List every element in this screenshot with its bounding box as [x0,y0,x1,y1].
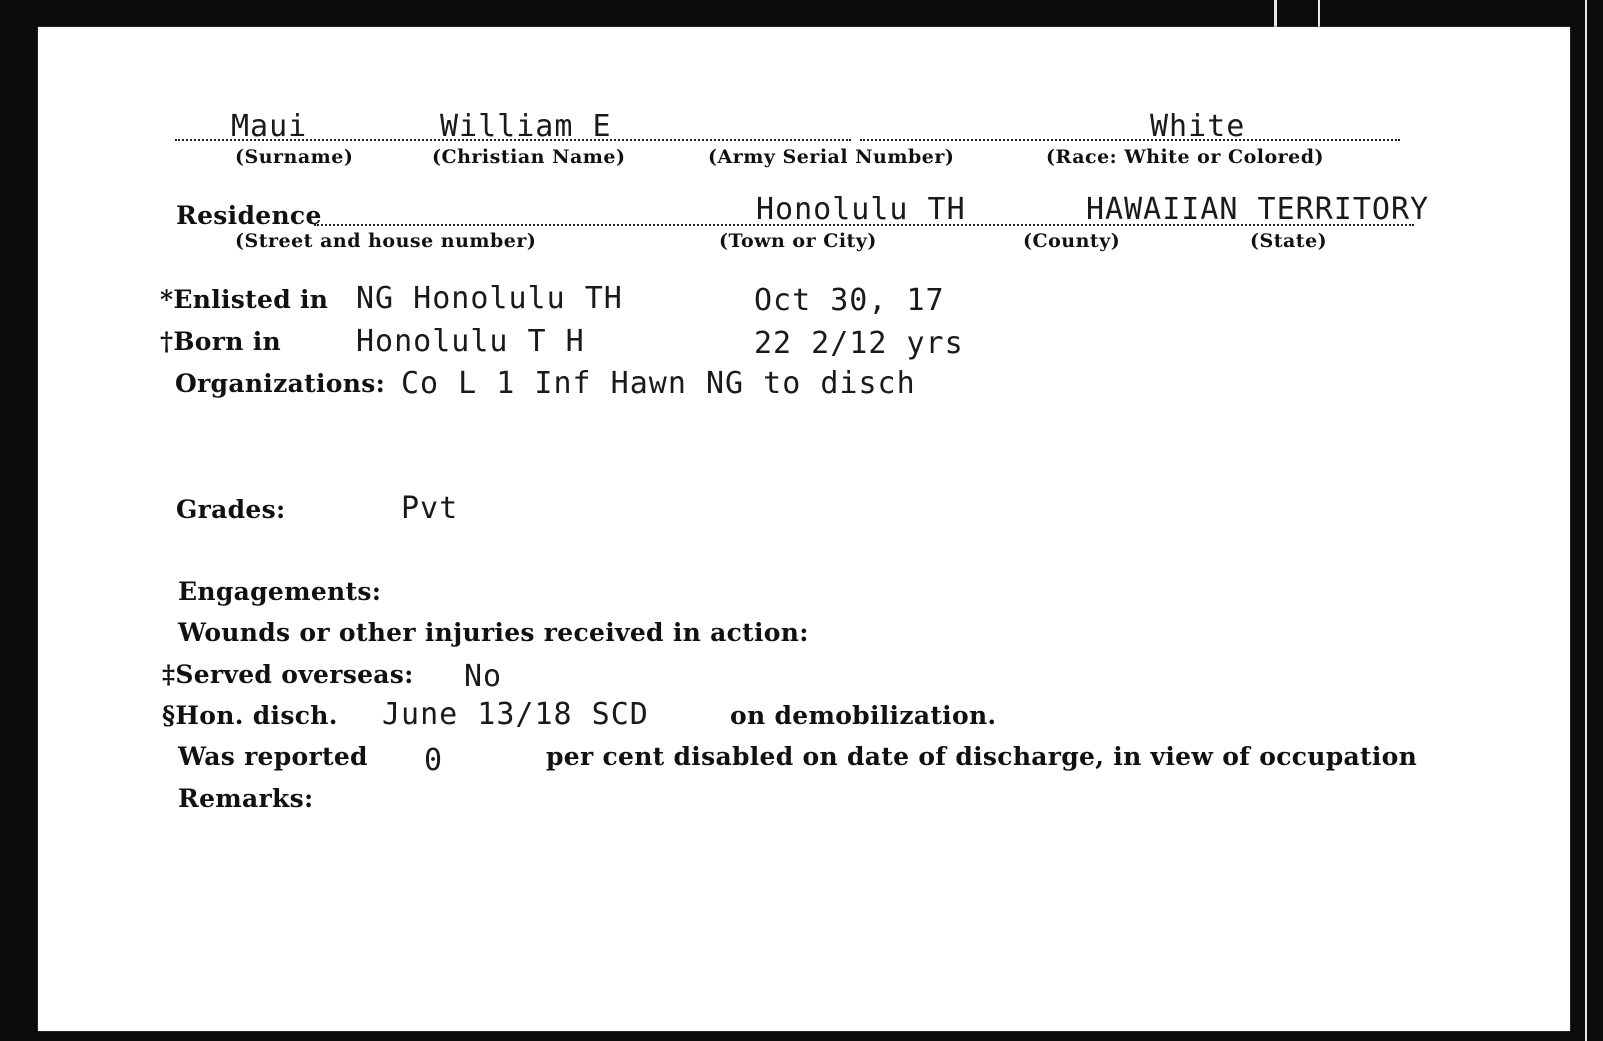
discharge-value: June 13/18 SCD [382,697,649,732]
border-mark [1585,0,1587,1041]
remarks-label: Remarks: [178,784,314,813]
enlisted-date-value: Oct 30, 17 [754,283,945,318]
born-label: †Born in [160,327,282,356]
county-caption: (County) [1023,230,1121,252]
disability-label: Was reported [178,742,368,771]
discharge-label: §Hon. disch. [162,701,338,730]
street-caption: (Street and house number) [235,230,537,252]
engagements-label: Engagements: [178,577,382,606]
born-age-value: 22 2/12 yrs [754,326,964,361]
disability-value: 0 [424,743,444,778]
service-record-card [38,27,1570,1031]
residence-label: Residence [176,201,322,230]
army-serial-number-caption: (Army Serial Number) [708,146,955,168]
organizations-label: Organizations: [175,369,386,398]
born-place-value: Honolulu T H [356,324,585,359]
christian-name-value: William E [440,109,612,144]
grades-value: Pvt [401,491,459,526]
discharge-suffix: on demobilization. [730,701,997,730]
enlisted-place-value: NG Honolulu TH [356,281,623,316]
christian-name-caption: (Christian Name) [432,146,626,168]
residence-town-value: Honolulu TH [756,192,966,227]
served-overseas-value: No [464,659,503,694]
organizations-value: Co L 1 Inf Hawn NG to disch [401,366,916,401]
enlisted-label: *Enlisted in [160,285,329,314]
race-dotted-line [860,139,1400,141]
state-caption: (State) [1250,230,1328,252]
wounds-label: Wounds or other injuries received in action: [178,618,809,647]
surname-value: Maui [231,109,308,144]
border-mark [1274,0,1277,27]
race-value: White [1150,109,1246,144]
disability-suffix: per cent disabled on date of discharge, in view of occupation [546,742,1418,771]
surname-caption: (Surname) [235,146,354,168]
served-overseas-label: ‡Served overseas: [162,660,414,689]
grades-label: Grades: [176,495,286,524]
race-caption: (Race: White or Colored) [1046,146,1325,168]
town-caption: (Town or City) [719,230,877,252]
residence-state-value: HAWAIIAN TERRITORY [1086,192,1430,227]
border-mark [1318,0,1320,27]
